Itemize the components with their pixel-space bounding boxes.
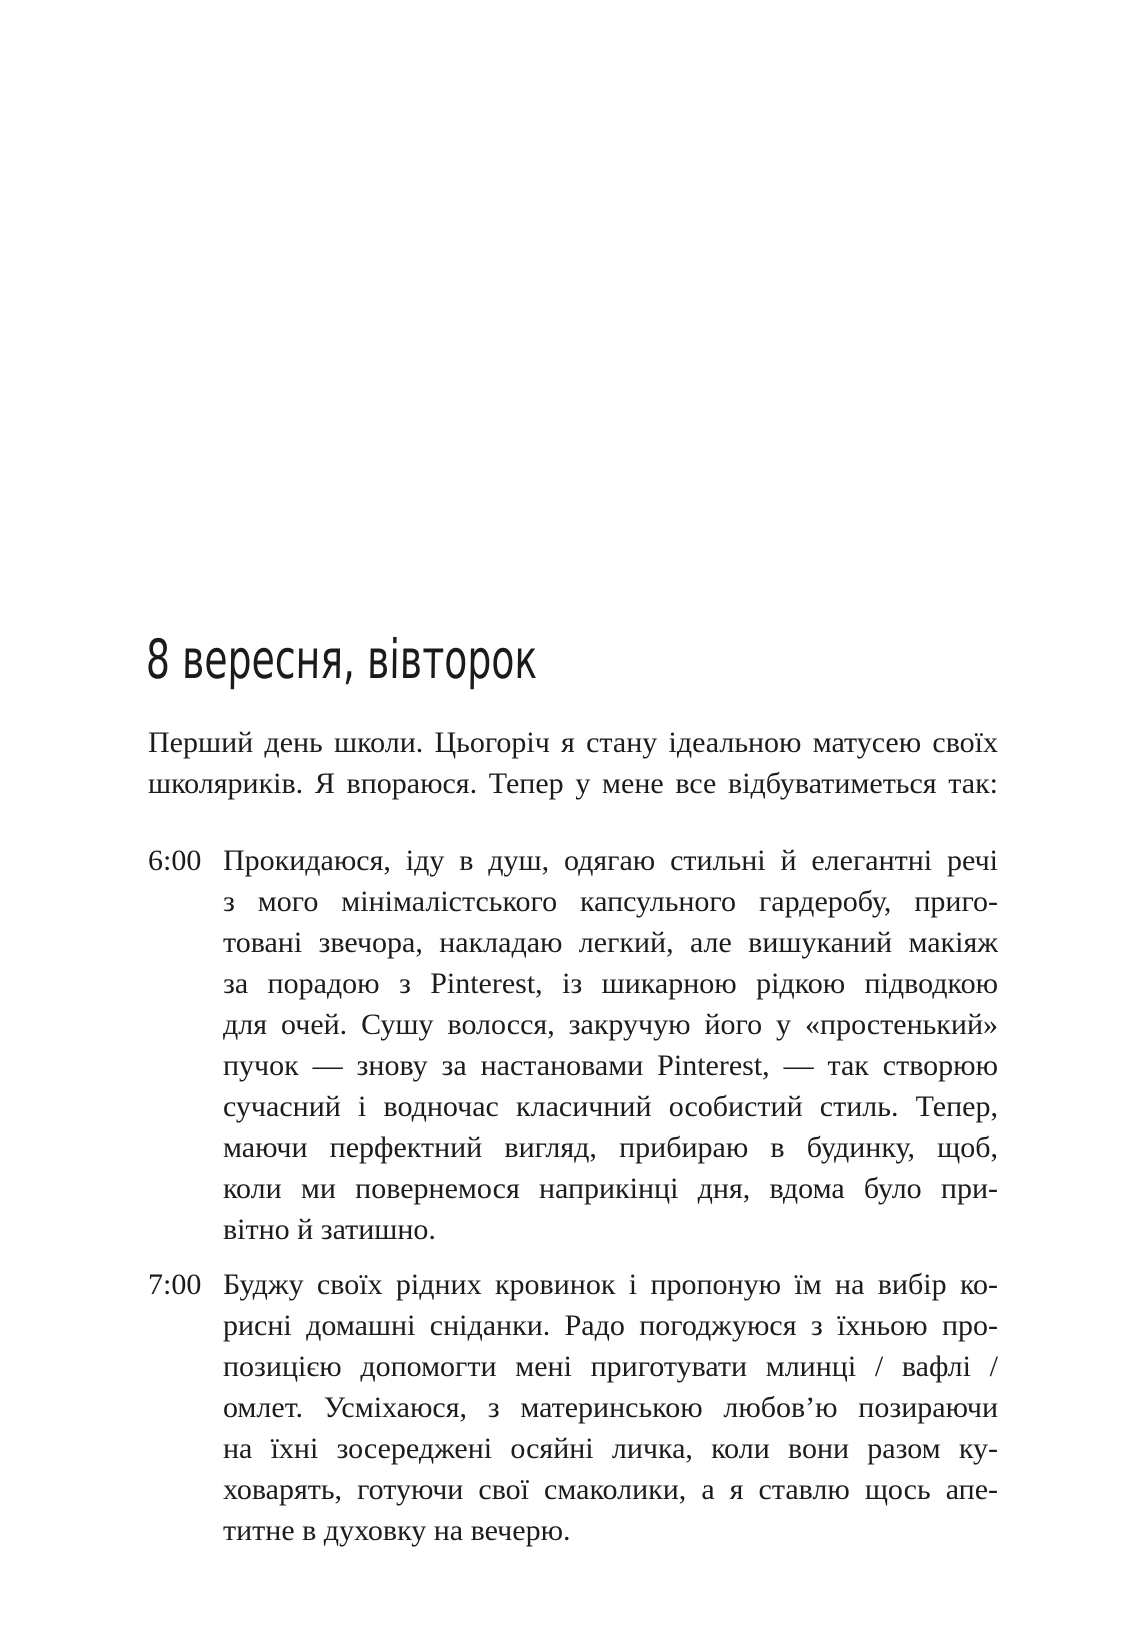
text-line: пучок — знову за настановами Pinterest, — так створюю	[223, 1049, 998, 1082]
text-line: коли ми повернемося наприкінці дня, вдома було при-	[223, 1172, 998, 1205]
text-line: рисні домашні сніданки. Радо погоджуюся з їхньою про-	[223, 1309, 998, 1342]
text-line: ховарять, готуючи свої смаколики, а я ставлю щось апе-	[223, 1473, 998, 1506]
text-line: титне в духовку на вечерю.	[223, 1514, 571, 1547]
text-line: для очей. Сушу волосся, закручую його у «простенький»	[223, 1008, 998, 1041]
text-line: товані звечора, накладаю легкий, але вишуканий макіяж	[223, 926, 998, 959]
text-line: позицією допомогти мені приготувати млинці / вафлі /	[223, 1350, 998, 1383]
diary-date-heading: 8 вересня, вівторок	[145, 628, 538, 691]
entry-time-label: 6:00	[148, 844, 202, 877]
intro-paragraph	[148, 722, 998, 804]
text-line: за порадою з Pinterest, із шикарною рідкою підводкою	[223, 967, 998, 1000]
entry-time-label: 7:00	[148, 1268, 202, 1301]
text-line: на їхні зосереджені осяйні личка, коли вони разом ку-	[223, 1432, 998, 1465]
text-line: з мого мінімалістського капсульного гардеробу, приго-	[223, 885, 998, 918]
text-line: школяриків. Я впораюся. Тепер у мене все відбуватиметься так:	[148, 767, 998, 800]
text-line: Прокидаюся, іду в душ, одягаю стильні й елегантні речі	[223, 844, 998, 877]
text-line: Буджу своїх рідних кровинок і пропоную їм на вибір ко-	[223, 1268, 998, 1301]
schedule-entry	[148, 1264, 998, 1551]
text-line: Перший день школи. Цьогоріч я стану ідеальною матусею своїх	[148, 726, 998, 759]
schedule-entry	[148, 840, 998, 1250]
text-line: маючи перфектний вигляд, прибираю в будинку, щоб,	[223, 1131, 998, 1164]
text-line: сучасний і водночас класичний особистий стиль. Тепер,	[223, 1090, 998, 1123]
text-line: вітно й затишно.	[223, 1213, 436, 1246]
entry-text	[223, 840, 998, 1250]
text-line: омлет. Усміхаюся, з материнською любов’ю позираючи	[223, 1391, 998, 1424]
entry-text	[223, 1264, 998, 1551]
